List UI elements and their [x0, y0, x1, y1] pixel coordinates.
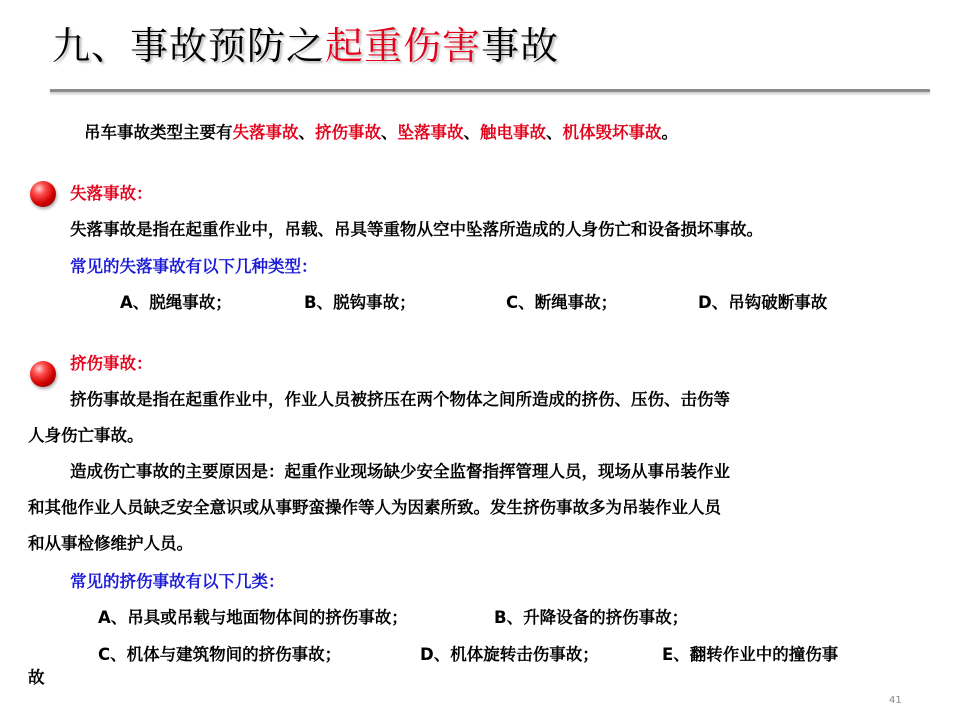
intro-type: 坠落事故: [397, 123, 464, 142]
section2-definition-line: 人身伤亡事故。: [28, 426, 144, 445]
section2-type: D、机体旋转击伤事故；: [420, 645, 599, 664]
section2-cause-line: 造成伤亡事故的主要原因是：起重作业现场缺少安全监督指挥管理人员，现场从事吊装作业: [70, 462, 730, 481]
section1-type: A、脱绳事故；: [120, 293, 232, 312]
section2-type: A、吊具或吊载与地面物体间的挤伤事故；: [98, 608, 408, 627]
intro-lead: 吊车事故类型主要有: [84, 123, 233, 142]
intro-type: 失落事故: [232, 123, 299, 142]
intro-type: 机体毁坏事故: [562, 123, 662, 142]
title-text-end: 事故: [481, 24, 560, 68]
section2-type: E、翻转作业中的撞伤事: [662, 645, 839, 664]
intro-end: 。: [661, 123, 678, 142]
section1-type: D、吊钩破断事故: [698, 293, 828, 312]
section2-type-wrap: 故: [28, 668, 45, 687]
title-divider: [50, 89, 930, 92]
section1-type: C、断绳事故；: [506, 293, 618, 312]
title-text: 九、事故预防之: [52, 24, 326, 68]
intro-sep: 、: [546, 123, 563, 142]
slide-title: [52, 20, 559, 72]
page-number: 41: [889, 695, 902, 706]
section2-type: C、机体与建筑物间的挤伤事故；: [98, 645, 342, 664]
intro-sep: 、: [381, 123, 398, 142]
section1-definition: 失落事故是指在起重作业中，吊载、吊具等重物从空中坠落所造成的人身伤亡和设备损坏事故。: [70, 220, 763, 239]
bullet-ball-icon: [30, 181, 56, 207]
section1-type: B、脱钩事故；: [304, 293, 416, 312]
section1-heading: 失落事故：: [70, 184, 153, 203]
section2-definition-line: 挤伤事故是指在起重作业中，作业人员被挤压在两个物体之间所造成的挤伤、压伤、击伤等: [70, 390, 730, 409]
intro-type: 挤伤事故: [315, 123, 381, 142]
intro-type: 触电事故: [480, 123, 546, 142]
section2-heading: 挤伤事故：: [70, 354, 153, 373]
section2-common-heading: 常见的挤伤事故有以下几类：: [70, 572, 285, 591]
title-highlight: 起重伤害: [325, 24, 482, 68]
intro-sep: 、: [463, 123, 480, 142]
section1-common-heading: 常见的失落事故有以下几种类型：: [70, 257, 318, 276]
intro-sep: 、: [298, 123, 315, 142]
bullet-ball-icon: [30, 361, 56, 387]
section2-cause-line: 和从事检修维护人员。: [28, 534, 193, 553]
section2-type: B、升降设备的挤伤事故；: [494, 608, 689, 627]
intro-line: [84, 121, 678, 145]
section2-cause-line: 和其他作业人员缺乏安全意识或从事野蛮操作等人为因素所致。发生挤伤事故多为吊装作业人员: [28, 498, 721, 517]
